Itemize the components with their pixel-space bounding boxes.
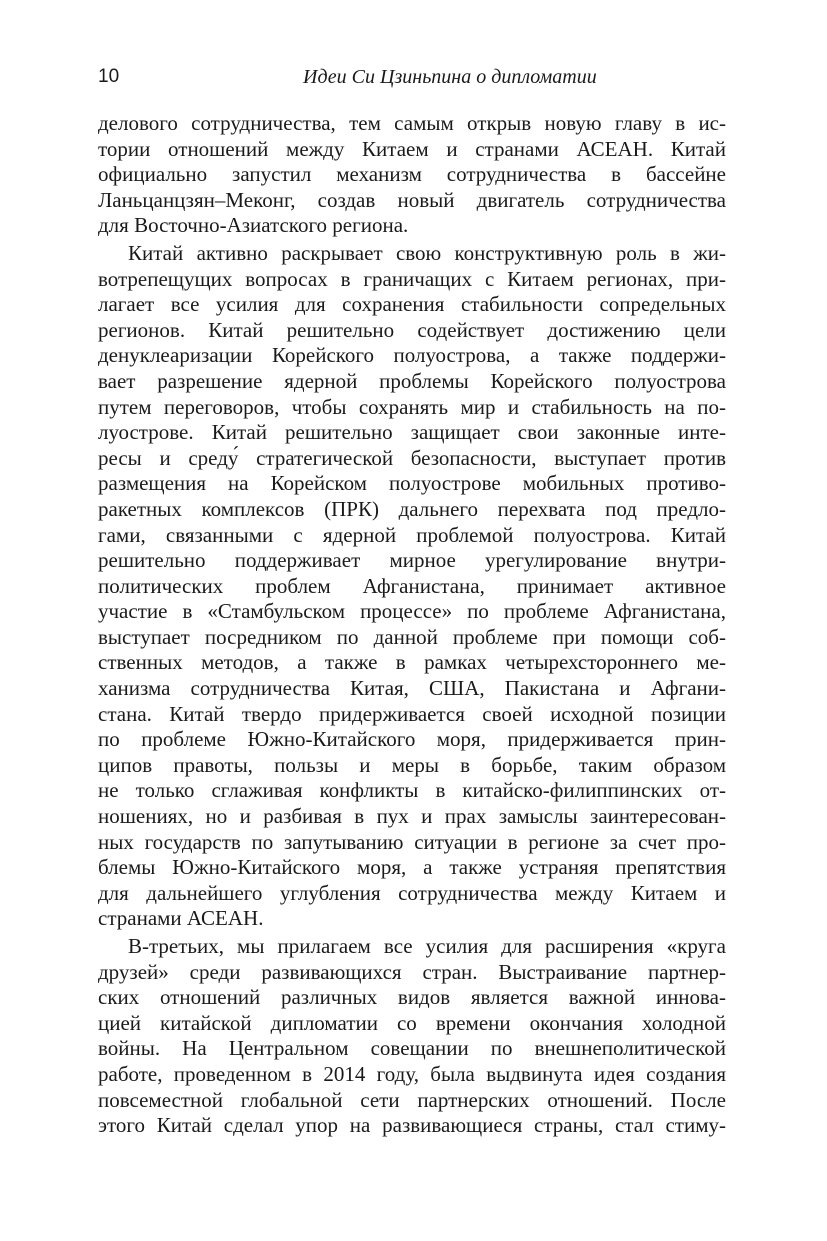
page-header [98, 66, 726, 98]
text-line: делового сотрудничества, тем самым открыв новую главу в ис- [98, 111, 726, 135]
paragraph [98, 934, 726, 1139]
text-line: стана. Китай твердо придерживается своей исходной позиции [98, 701, 726, 726]
text-line: ских отношений различных видов является важной иннова- [98, 985, 726, 1010]
text-line: для Восточно-Азиатского региона. [98, 213, 409, 238]
body-text [98, 111, 726, 1139]
text-line: участие в «Стамбульском процессе» по проблеме Афганистана, [98, 599, 726, 624]
text-line: ханизма сотрудничества Китая, США, Пакистана и Афгани- [98, 676, 726, 701]
text-line: регионов. Китай решительно содействует достижению цели [98, 317, 726, 342]
text-line: решительно поддерживает мирное урегулирование внутри- [98, 548, 726, 573]
text-line: размещения на Корейском полуострове мобильных противо- [98, 471, 726, 496]
running-title: Идеи Си Цзиньпина о дипломатии [303, 66, 597, 88]
page-number: 10 [98, 66, 120, 87]
text-line: В-третьих, мы прилагаем все усилия для расширения «круга [128, 934, 726, 958]
text-line: для дальнейшего углубления сотрудничества между Китаем и [98, 880, 726, 905]
text-line: по проблеме Южно-Китайского моря, придерживается прин- [98, 727, 726, 752]
text-line: работе, проведенном в 2014 году, была выдвинута идея создания [98, 1061, 726, 1086]
text-line: лагает все усилия для сохранения стабильности сопредельных [98, 292, 726, 317]
text-line: войны. На Центральном совещании по внешнеполитической [98, 1036, 726, 1061]
text-line: официально запустил механизм сотрудничества в бассейне [98, 162, 726, 187]
paragraph [98, 241, 726, 932]
text-line: не только сглаживая конфликты в китайско-филиппинских от- [98, 778, 726, 803]
text-line: ресы и среду́ стратегической безопасности, выступает против [98, 445, 726, 470]
text-line: ракетных комплексов (ПРК) дальнего перехвата под предло- [98, 496, 726, 521]
book-page [98, 0, 726, 1241]
text-line: денуклеаризации Корейского полуострова, а также поддержи- [98, 343, 726, 368]
text-line: путем переговоров, чтобы сохранять мир и стабильность на по- [98, 394, 726, 419]
text-line: цией китайской дипломатии со времени окончания холодной [98, 1010, 726, 1035]
text-line: политических проблем Афганистана, принимает активное [98, 573, 726, 598]
text-line: Китай активно раскрывает свою конструктивную роль в жи- [128, 240, 726, 265]
text-line: ственных методов, а также в рамках четырехстороннего ме- [98, 650, 726, 675]
text-line: вотрепещущих вопросах в граничащих с Китаем регионах, при- [98, 266, 726, 291]
text-line: луострове. Китай решительно защищает свои законные инте- [98, 420, 726, 445]
text-line: ных государств по запутыванию ситуации в регионе за счет про- [98, 829, 726, 854]
text-line: ношениях, но и разбивая в пух и прах замыслы заинтересован- [98, 804, 726, 829]
text-line: блемы Южно-Китайского моря, а также устраняя препятствия [98, 855, 726, 880]
text-line: друзей» среди развивающихся стран. Выстраивание партнер- [98, 959, 726, 984]
text-line: странами АСЕАН. [98, 906, 264, 931]
text-line: этого Китай сделал упор на развивающиеся страны, стал стиму- [98, 1113, 726, 1138]
text-line: выступает посредником по данной проблеме при помощи соб- [98, 624, 726, 649]
text-line: тории отношений между Китаем и странами АСЕАН. Китай [98, 136, 726, 161]
paragraph [98, 111, 726, 239]
text-line: ципов правоты, пользы и меры в борьбе, таким образом [98, 752, 726, 777]
text-line: гами, связанными с ядерной проблемой полуострова. Китай [98, 522, 726, 547]
text-line: повсеместной глобальной сети партнерских отношений. После [98, 1087, 726, 1112]
text-line: вает разрешение ядерной проблемы Корейского полуострова [98, 368, 726, 393]
text-line: Ланьцанцзян–Меконг, создав новый двигатель сотрудничества [98, 187, 726, 212]
